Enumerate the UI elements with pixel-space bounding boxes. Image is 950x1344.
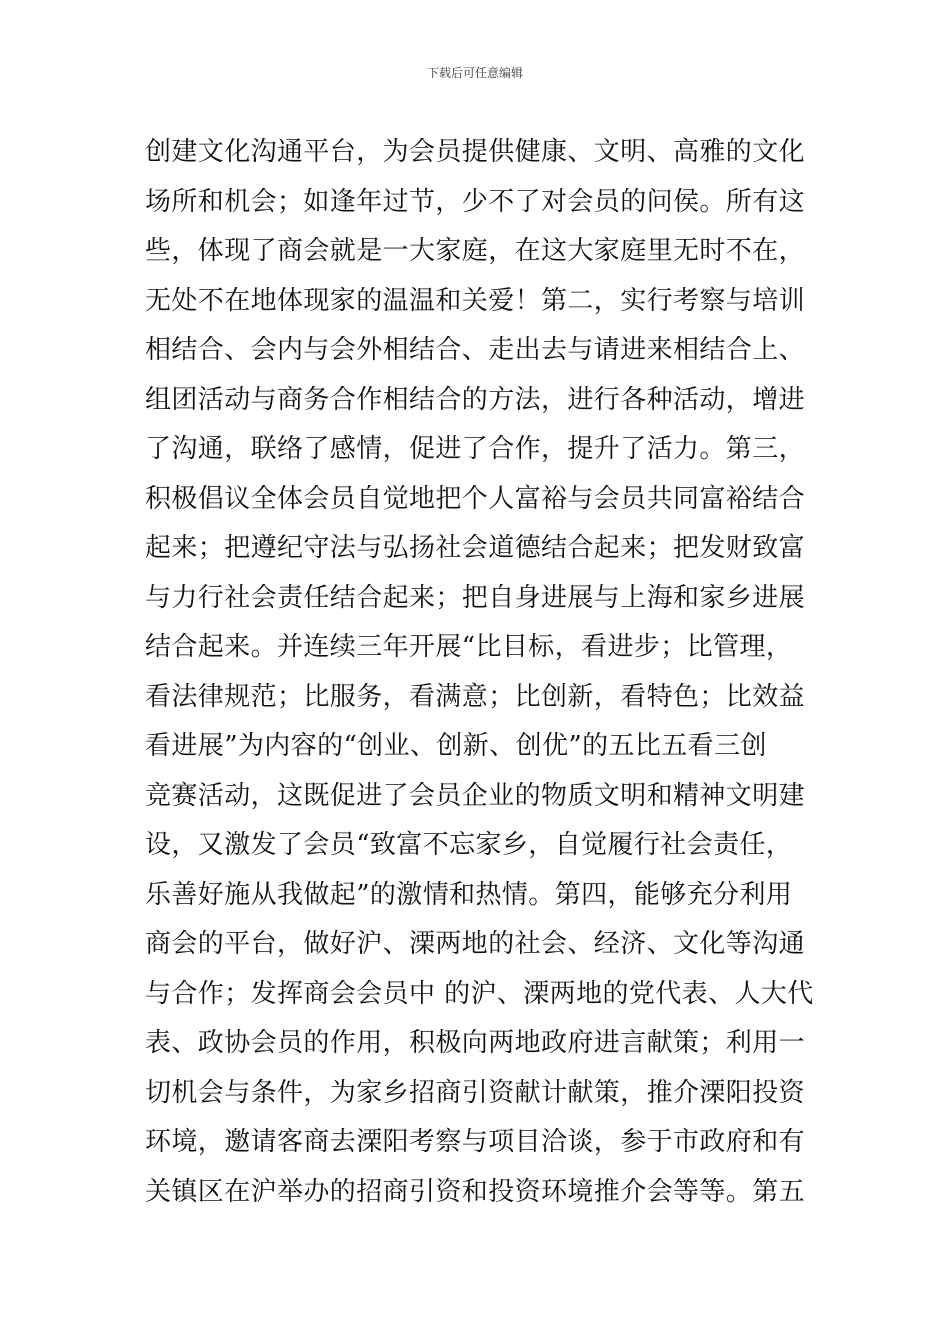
text-line: 相结合、会内与会外相结合、走出去与请进来相结合上、	[145, 335, 806, 365]
text-line: 设，又激发了会员“致富不忘家乡，自觉履行社会责任，	[145, 830, 793, 860]
text-line: 与合作；发挥商会会员中 的沪、溧两地的党代表、人大代	[145, 978, 814, 1009]
text-line: 无处不在地体现家的温温和关爱！第二，实行考察与培训	[145, 285, 806, 316]
text-line: 场所和机会；如逢年过节，少不了对会员的问侯。所有这	[145, 186, 806, 217]
text-line: 环境，邀请客商去溧阳考察与项目洽谈，参于市政府和有	[145, 1127, 806, 1157]
text-line: 竞赛活动，这既促进了会员企业的物质文明和精神文明建	[145, 780, 806, 811]
text-line: 积极倡议全体会员自觉地把个人富裕与会员共同富裕结合	[145, 483, 806, 514]
text-line: 乐善好施从我做起”的激情和热情。第四，能够充分利用	[145, 879, 793, 910]
text-line: 组团活动与商务合作相结合的方法，进行各种活动，增进	[145, 384, 806, 415]
text-line: 结合起来。并连续三年开展“比目标，看进步；比管理，	[145, 632, 793, 662]
body-text	[145, 128, 815, 1217]
text-line: 切机会与条件，为家乡招商引资献计献策，推介溧阳投资	[145, 1077, 806, 1108]
text-line: 些，体现了商会就是一大家庭，在这大家庭里无时不在，	[145, 236, 806, 266]
text-line: 创建文化沟通平台，为会员提供健康、文明、高雅的文化	[145, 137, 806, 167]
text-line: 与力行社会责任结合起来；把自身进展与上海和家乡进展	[145, 582, 806, 613]
text-line: 表、政协会员的作用，积极向两地政府进言献策；利用一	[145, 1028, 806, 1058]
page-header: 下载后可任意编辑	[426, 66, 523, 80]
text-line: 商会的平台，做好沪、溧两地的社会、经济、文化等沟通	[145, 929, 806, 959]
text-line: 看法律规范；比服务，看满意；比创新，看特色；比效益	[145, 681, 806, 712]
text-line: 了沟通，联络了感情，促进了合作，提升了活力。第三，	[145, 434, 806, 464]
text-line: 关镇区在沪举办的招商引资和投资环境推介会等等。第五	[145, 1176, 806, 1207]
text-line: 起来；把遵纪守法与弘扬社会道德结合起来；把发财致富	[145, 533, 806, 563]
text-line: 看进展”为内容的“创业、创新、创优”的五比五看三创	[145, 731, 767, 761]
